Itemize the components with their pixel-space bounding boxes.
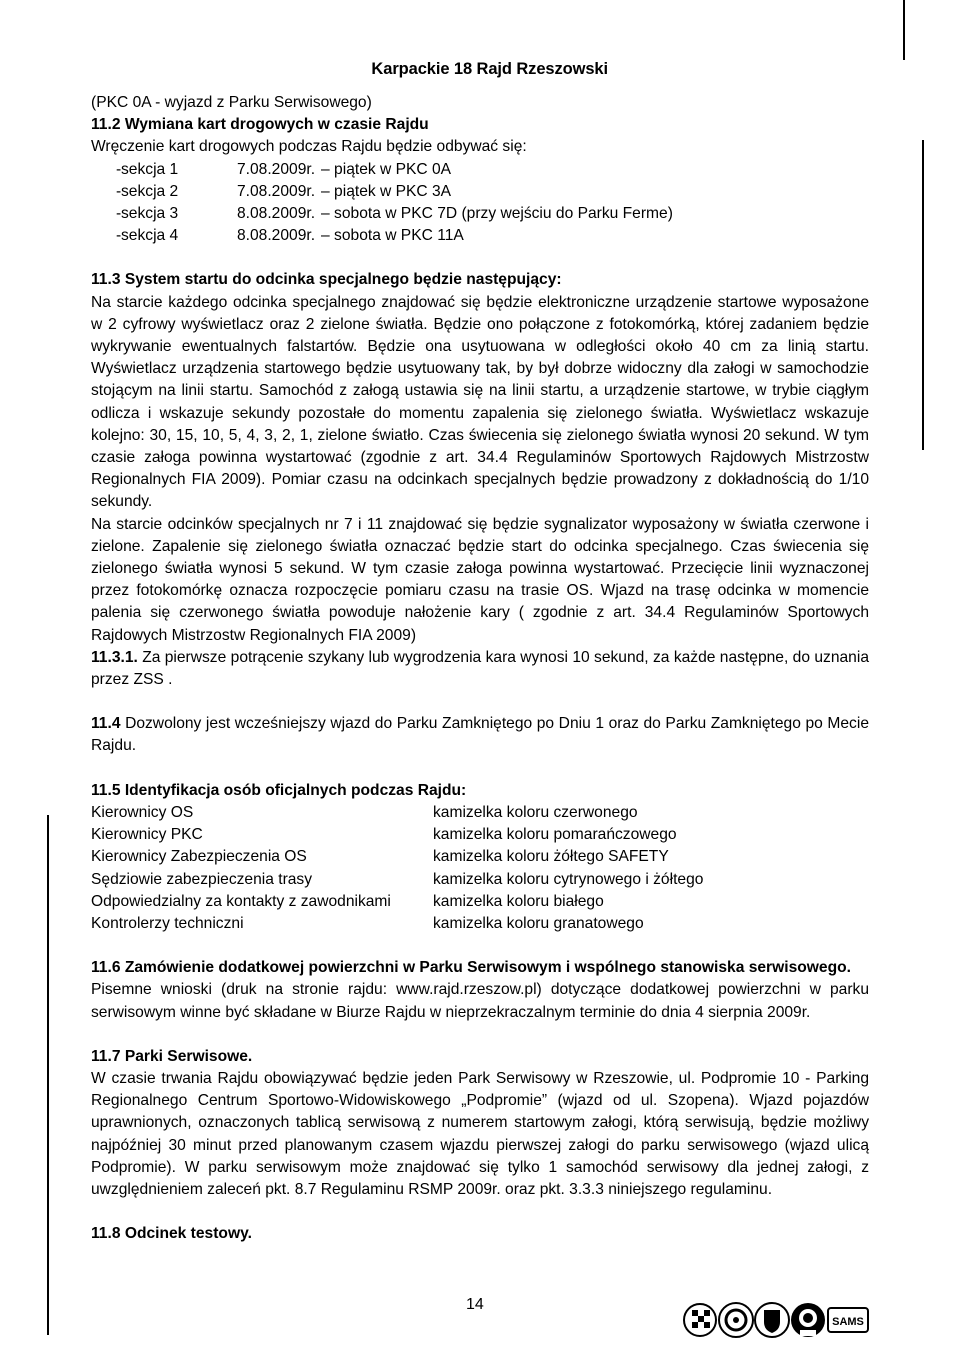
pzm-logo-icon [791,1303,825,1337]
spacer [91,1024,869,1046]
table-row [91,824,869,846]
list-date: 8.08.2009r. [237,205,316,223]
vest-cell: kamizelka koloru czerwonego [433,803,638,821]
list-desc: – piątek w PKC 3A [321,182,452,200]
table-row [91,846,869,868]
list-section-name: sekcja 2 [121,182,179,200]
list-desc: – piątek w PKC 0A [321,160,452,178]
document-body [91,92,869,1245]
section-heading-11-3: 11.3 System startu do odcinka specjalnego będzie następujący: [91,271,562,289]
text-line: Wręczenie kart drogowych podczas Rajdu będzie odbywać się: [91,138,527,156]
sams-logo-text: SAMS [832,1316,864,1328]
page-number: 14 [466,1296,484,1313]
list-section-name: sekcja 3 [121,205,179,223]
paragraph-text: Dozwolony jest wcześniejszy wjazd do Parku Zamkniętego po Dniu 1 oraz do Parku Zamkniętego po Mecie Rajdu. [91,715,869,755]
table-row [91,869,869,891]
section-heading-11-5: 11.5 Identyfikacja osób oficjalnych podczas Rajdu: [91,781,467,799]
list-item [91,159,869,181]
spacer [91,758,869,780]
right-margin-rule [903,0,905,60]
vest-cell: kamizelka koloru pomarańczowego [433,826,677,844]
official-id-table [91,802,869,935]
spacer [91,935,869,957]
section-heading-11-7: 11.7 Parki Serwisowe. [91,1047,253,1065]
section-number: 11.4 [91,715,121,733]
spacer [91,691,869,713]
spacer [91,247,869,269]
role-cell: Kierownicy PKC [91,826,203,844]
rally-club-logo-icon [684,1304,716,1336]
list-dash: - [116,227,122,245]
list-desc: – sobota w PKC 7D (przy wejściu do Parku Ferme) [321,205,673,223]
left-margin-rule [47,815,49,1335]
vest-cell: kamizelka koloru cytrynowego i żółtego [433,870,704,888]
table-row [91,913,869,935]
list-item [91,203,869,225]
sponsor-logos [682,1296,872,1346]
right-margin-rule-lower [922,140,924,450]
table-row [91,891,869,913]
role-cell: Kierownicy Zabezpieczenia OS [91,848,307,866]
paragraph-text: Za pierwsze potrącenie szykany lub wygrodzenia kara wynosi 10 sekund, za każde następne, do uznania przez ZSS . [91,648,869,689]
list-date: 7.08.2009r. [237,182,316,200]
sections-list [91,159,869,248]
role-cell: Odpowiedzialny za kontakty z zawodnikami [91,892,391,910]
list-section-name: sekcja 1 [121,160,179,178]
list-date: 8.08.2009r. [237,227,316,245]
list-section-name: sekcja 4 [121,227,179,245]
table-row [91,802,869,824]
sams-logo-icon [828,1308,868,1332]
list-dash: - [116,205,122,223]
role-cell: Sędziowie zabezpieczenia trasy [91,870,313,888]
paragraph: Pisemne wnioski (druk na stronie rajdu: www.rajd.rzeszow.pl) dotyczące dodatkowej powierzchni w parku serwisowym winne być składane w Biurze Rajdu w nieprzekraczalnym terminie do dnia 4 sierpnia 2009r. [91,981,869,1021]
role-cell: Kierownicy OS [91,803,194,821]
vest-cell: kamizelka koloru żółtego SAFETY [433,848,669,866]
section-heading-11-6: 11.6 Zamówienie dodatkowej powierzchni w Parku Serwisowym i wspólnego stanowiska serwisowego. [91,959,851,977]
vest-cell: kamizelka koloru białego [433,892,604,910]
crest-logo-icon [755,1303,789,1337]
section-heading-11-8: 11.8 Odcinek testowy. [91,1225,252,1243]
paragraph: Na starcie odcinków specjalnych nr 7 i 11 znajdować się będzie sygnalizator wyposażony w światła czerwone i zielone. Zapalenie się zielonego światła oznaczać będzie start do odcinka specjalnego. Czas świecenia się zielonego światła wynosi 5 sekund. W tym czasie załoga powinna wystartować. Przecięcie linii wyznaczonej przez fotokomórkę oznacza rozpoczęcie pomiaru czasu na trasie OS. Wjazd na trasę odcinka w momencie palenia się czerwonego światła powoduje nałożenie kary ( zgodnie z art. 34.4 Regulaminów Sportowych Rajdowych Mistrzostw Regionalnych FIA 2009) [91,515,869,644]
paragraph: Na starcie każdego odcinka specjalnego znajdować się będzie elektroniczne urządzenie startowe wyposażone w 2 cyfrowy wyświetlacz oraz 2 zielone światła. Będzie ono połączone z fotokomórką, której zadaniem będzie wykrywanie ewentualnych falstartów. Będzie ona usytuowana w odległości około 40 cm za linią startu. Wyświetlacz urządzenia startowego będzie usytuowany tak, by był dobrze widoczny dla załogi w samochodzie stojącym na linii startu. Samochód z załogą ustawia się na linii startu, a urządzenie startowe, w trybie ciągłym odlicza i wskazuje sekundy pozostałe do momentu zapalenia się zielonego światła. Wyświetlacz wskazuje kolejno: 30, 15, 10, 5, 4, 3, 2, 1, zielone światło. Czas świecenia się zielonego światła wynosi 20 sekund. W tym czasie załoga powinna wystartować (zgodnie z art. 34.4 Regulaminów Sportowych Rajdowych Mistrzostw Regionalnych FIA 2009). Pomiar czasu na odcinkach specjalnych będzie prowadzony z dokładnością do 1/10 sekundy. [91,293,869,511]
text-line: (PKC 0A - wyjazd z Parku Serwisowego) [91,94,372,111]
list-date: 7.08.2009r. [237,160,316,178]
section-heading-11-2: 11.2 Wymiana kart drogowych w czasie Rajdu [91,116,429,134]
subsection-number: 11.3.1. [91,648,138,666]
automobilklub-logo-icon [719,1303,753,1337]
list-dash: - [116,182,122,200]
role-cell: Kontrolerzy techniczni [91,914,244,932]
vest-cell: kamizelka koloru granatowego [433,914,644,932]
paragraph: W czasie trwania Rajdu obowiązywać będzie jeden Park Serwisowy w Rzeszowie, ul. Podpromie 10 - Parking Regionalnego Centrum Sportowo-Widowiskowego „Podpromie” (wjazd od ul. Szopena). Wjazd pojazdów uprawnionych, oznaczonych tablicą serwisową z numerem startowym załogi, którą serwisują, będzie możliwy najpóźniej 30 minut przed planowanym czasem wjazdu pierwszej załogi do parku serwisowego (wjazd ulicą Podpromie). W parku serwisowym może znajdować się tylko 1 samochód serwisowy dla jednej załogi, z uwzględnieniem zaleceń pkt. 8.7 Regulaminu RSMP 2009r. oraz pkt. 3.3.3 niniejszego regulaminu. [91,1069,869,1198]
paragraph [91,647,869,691]
list-item [91,225,869,247]
list-desc: – sobota w PKC 11A [321,227,464,245]
list-dash: - [116,160,122,178]
spacer [91,1201,869,1223]
list-item [91,181,869,203]
paragraph-11-4 [91,713,869,757]
running-header: Karpackie 18 Rajd Rzeszowski [371,60,608,78]
